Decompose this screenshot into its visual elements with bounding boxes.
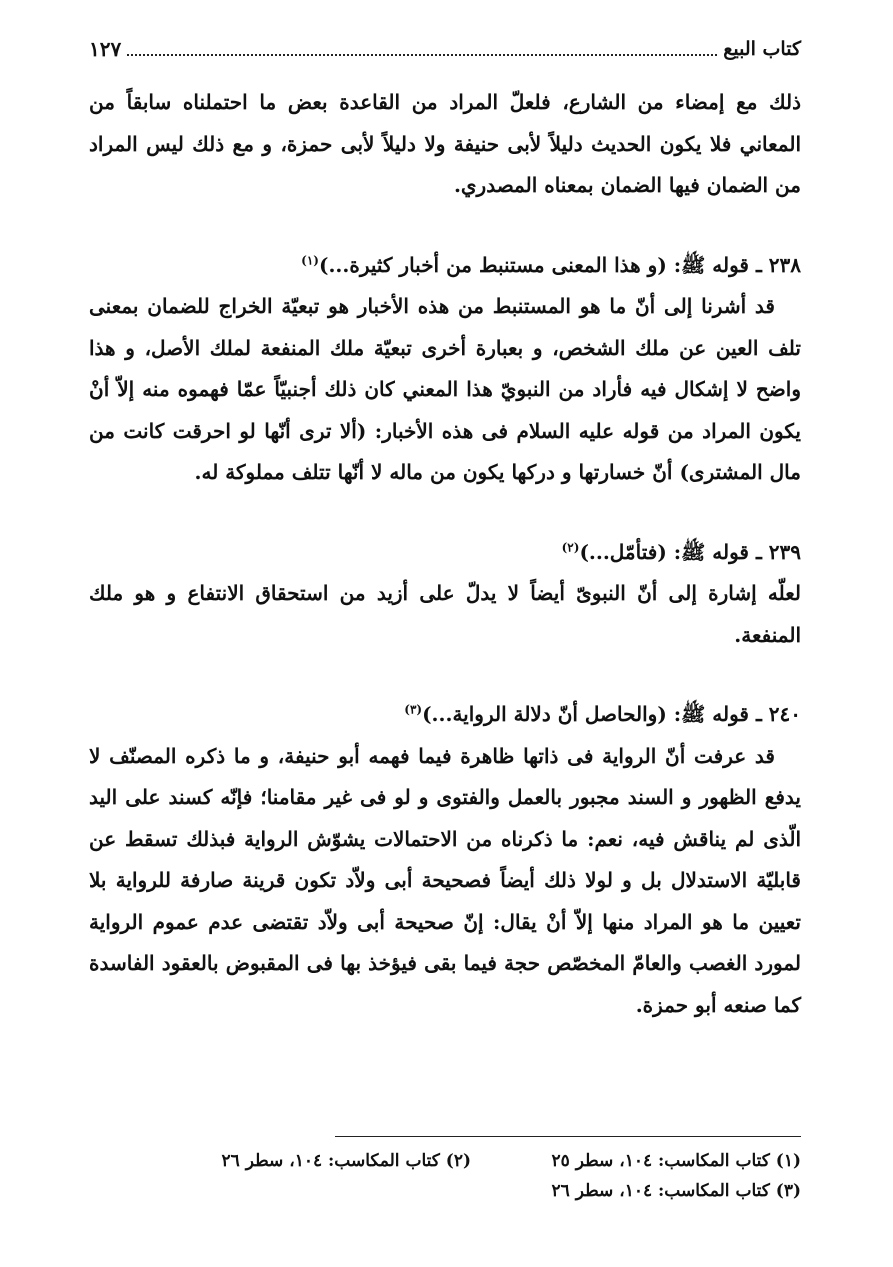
footnote-3: (٣) كتاب المكاسب: ١٠٤، سطر ٢٦ [551, 1181, 801, 1201]
heading-text: ٢٣٩ ـ قوله ﷺ: (فتأمّل...) [579, 539, 801, 564]
section-heading-240 [89, 694, 801, 736]
book-title: كتاب البيع [723, 38, 801, 60]
footnote-row [89, 1146, 801, 1176]
footnotes [89, 1146, 801, 1206]
paragraph-238: قد أشرنا إلى أنّ ما هو المستنبط من هذه الأخبار هو تبعيّة الخراج للضمان بمعنى تلف العين عن ملك الشخص، و بعبارة أخرى تبعيّة ملك المنفعة لملك الأصل، و هذا واضح لا إشكال فيه فأراد من النبويّ هذا المعني كان ذلك أجنبيّاً عمّا فهموه منه إلاّ أنْ يكون المراد من قوله عليه السلام فى هذه الأخبار: (ألا ترى أنّها لو احرقت كانت من مال المشترى) أنّ خسارتها و دركها يكون من ماله لا أنّها تتلف مملوكة له. [89, 294, 801, 484]
section-heading-239 [89, 532, 801, 574]
footnote-row [89, 1176, 801, 1206]
body-text [89, 82, 801, 1026]
section-heading-238 [89, 245, 801, 287]
heading-text: ٢٤٠ ـ قوله ﷺ: (والحاصل أنّ دلالة الرواية...) [422, 702, 801, 726]
page-number: ١٢٧ [89, 37, 122, 61]
footnote-2: (٢) كتاب المكاسب: ١٠٤، سطر ٢٦ [221, 1151, 471, 1171]
leader-dots [127, 42, 717, 56]
paragraph-239: لعلّه إشارة إلى أنّ النبوىّ أيضاً لا يدلّ على أزيد من استحقاق الانتفاع و هو ملك المنفعة. [89, 581, 801, 647]
heading-text: ٢٣٨ ـ قوله ﷺ: (و هذا المعنى مستنبط من أخبار كثيرة...) [318, 252, 801, 277]
footnote-ref: (٢) [561, 539, 580, 554]
footnote-ref: (٣) [404, 702, 423, 717]
footnote-divider [335, 1136, 801, 1137]
footnote-ref: (١) [301, 252, 319, 267]
footnote-1: (١) كتاب المكاسب: ١٠٤، سطر ٢٥ [551, 1151, 801, 1171]
paragraph-continuation: ذلك مع إمضاء من الشارع، فلعلّ المراد من القاعدة بعض ما احتملناه سابقاً من المعاني فلا يكون الحديث دليلاً لأبى حنيفة ولا دليلاً لأبى حمزة، و مع ذلك ليس المراد من الضمان فيها الضمان بمعناه المصدري. [89, 90, 801, 197]
paragraph-240: قد عرفت أنّ الرواية فى ذاتها ظاهرة فيما فهمه أبو حنيفة، و ما ذكره المصنّف لا يدفع الظهور و السند مجبور بالعمل والفتوى و لو فى غير مقامنا؛ فإنّه كسند على اليد الّذى لم يناقش فيه، نعم: ما ذكرناه من الاحتمالات يشوّش الرواية فبذلك تسقط عن قابليّة الاستدلال بل و لولا ذلك أيضاً فصحيحة أبى ولاّد تكون قرينة صارفة للرواية بلا تعيين ما هو المراد منها إلاّ أنْ يقال: إنّ صحيحة أبى ولاّد تقتضى عدم عموم الرواية لمورد الغصب والعامّ المخصّص حجة فيما بقى فيؤخذ بها فى المقبوض بالعقود الفاسدة كما صنعه أبو حمزة. [89, 743, 802, 1017]
running-head [89, 32, 801, 66]
